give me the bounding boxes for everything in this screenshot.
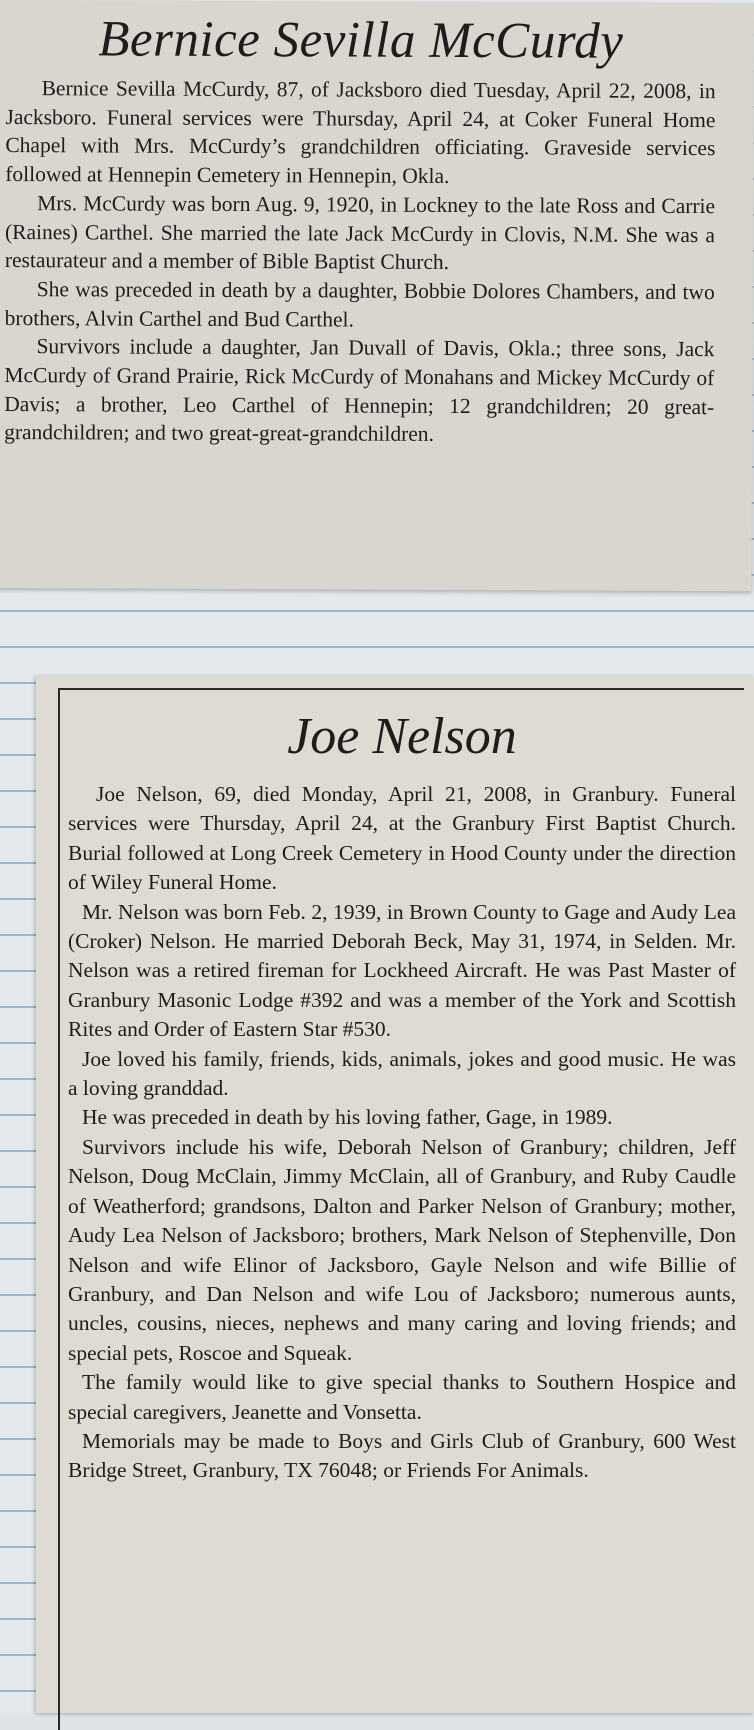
- obituary-paragraph: The family would like to give special thanks to Southern Hospice and special caregivers, Jeanette and Vonsetta.: [68, 1370, 736, 1424]
- obituary-paragraph: Joe Nelson, 69, died Monday, April 21, 2008, in Granbury. Funeral services were Thursday, April 24, at the Granbury First Baptist Church. Burial followed at Long Creek Cemetery in Hood County under the direction of Wiley Funeral Home.: [68, 782, 736, 895]
- obituary-body: [0, 0, 726, 450]
- obituary-name-heading: Joe Nelson: [287, 708, 517, 765]
- obituary-border-frame: [58, 688, 744, 1730]
- obituary-clipping-nelson: [36, 676, 754, 1713]
- obituary-paragraph: He was preceded in death by his loving father, Gage, in 1989.: [82, 1105, 613, 1130]
- obituary-paragraph: Survivors include a daughter, Jan Duvall of Davis, Okla.; three sons, Jack McCurdy of Grand Prairie, Rick McCurdy of Monahans and Mickey McCurdy of Davis; a brother, Leo Carthel of Hennepin; 12 grandchildren; 20 great-grandchildren; and two great-great-grandchildren.: [4, 334, 715, 447]
- obituary-paragraph: Bernice Sevilla McCurdy, 87, of Jacksboro died Tuesday, April 22, 2008, in Jacksboro. Funeral services were Thursday, April 24, at Coker Funeral Home Chapel with Mrs. McCurdy’s grandchildren officiating. Graveside services followed at Hennepin Cemetery in Hennepin, Okla.: [5, 76, 716, 189]
- obituary-paragraph: Memorials may be made to Boys and Girls Club of Granbury, 600 West Bridge Street, Granbury, TX 76048; or Friends For Animals.: [68, 1428, 736, 1483]
- obituary-body: [68, 690, 736, 1486]
- obituary-clipping-mccurdy: [0, 0, 754, 591]
- obituary-paragraph: Mr. Nelson was born Feb. 2, 1939, in Brown County to Gage and Audy Lea (Croker) Nelson. He married Deborah Beck, May 31, 1974, in Selden. Mr. Nelson was a retired fireman for Lockheed Aircraft. He was Past Master of Granbury Masonic Lodge #392 and was a member of the York and Scottish Rites and Order of Eastern Star #530.: [68, 899, 736, 1042]
- obituary-paragraph: Mrs. McCurdy was born Aug. 9, 1920, in Lockney to the late Ross and Carrie (Raines) Carthel. She married the late Jack McCurdy in Clovis, N.M. She was a restaurateur and a member of Bible Baptist Church.: [4, 190, 716, 275]
- obituary-paragraph: Survivors include his wife, Deborah Nelson of Granbury; children, Jeff Nelson, Doug McClain, Jimmy McClain, all of Granbury, and Ruby Caudle of Weatherford; grandsons, Dalton and Parker Nelson of Granbury; mother, Audy Lea Nelson of Jacksboro; brothers, Mark Nelson of Stephenville, Don Nelson and wife Elinor of Jacksboro, Gayle Nelson and wife Billie of Granbury, and Dan Nelson and wife Lou of Jacksboro; numerous aunts, uncles, cousins, nieces, nephews and many caring and loving friends; and special pets, Roscoe and Squeak.: [68, 1134, 736, 1365]
- obituary-name-heading: Bernice Sevilla McCurdy: [98, 11, 624, 70]
- obituary-paragraph: Joe loved his family, friends, kids, animals, jokes and good music. He was a loving granddad.: [68, 1046, 736, 1101]
- obituary-paragraph: She was preceded in death by a daughter, Bobbie Dolores Chambers, and two brothers, Alvin Carthel and Bud Carthel.: [4, 277, 715, 332]
